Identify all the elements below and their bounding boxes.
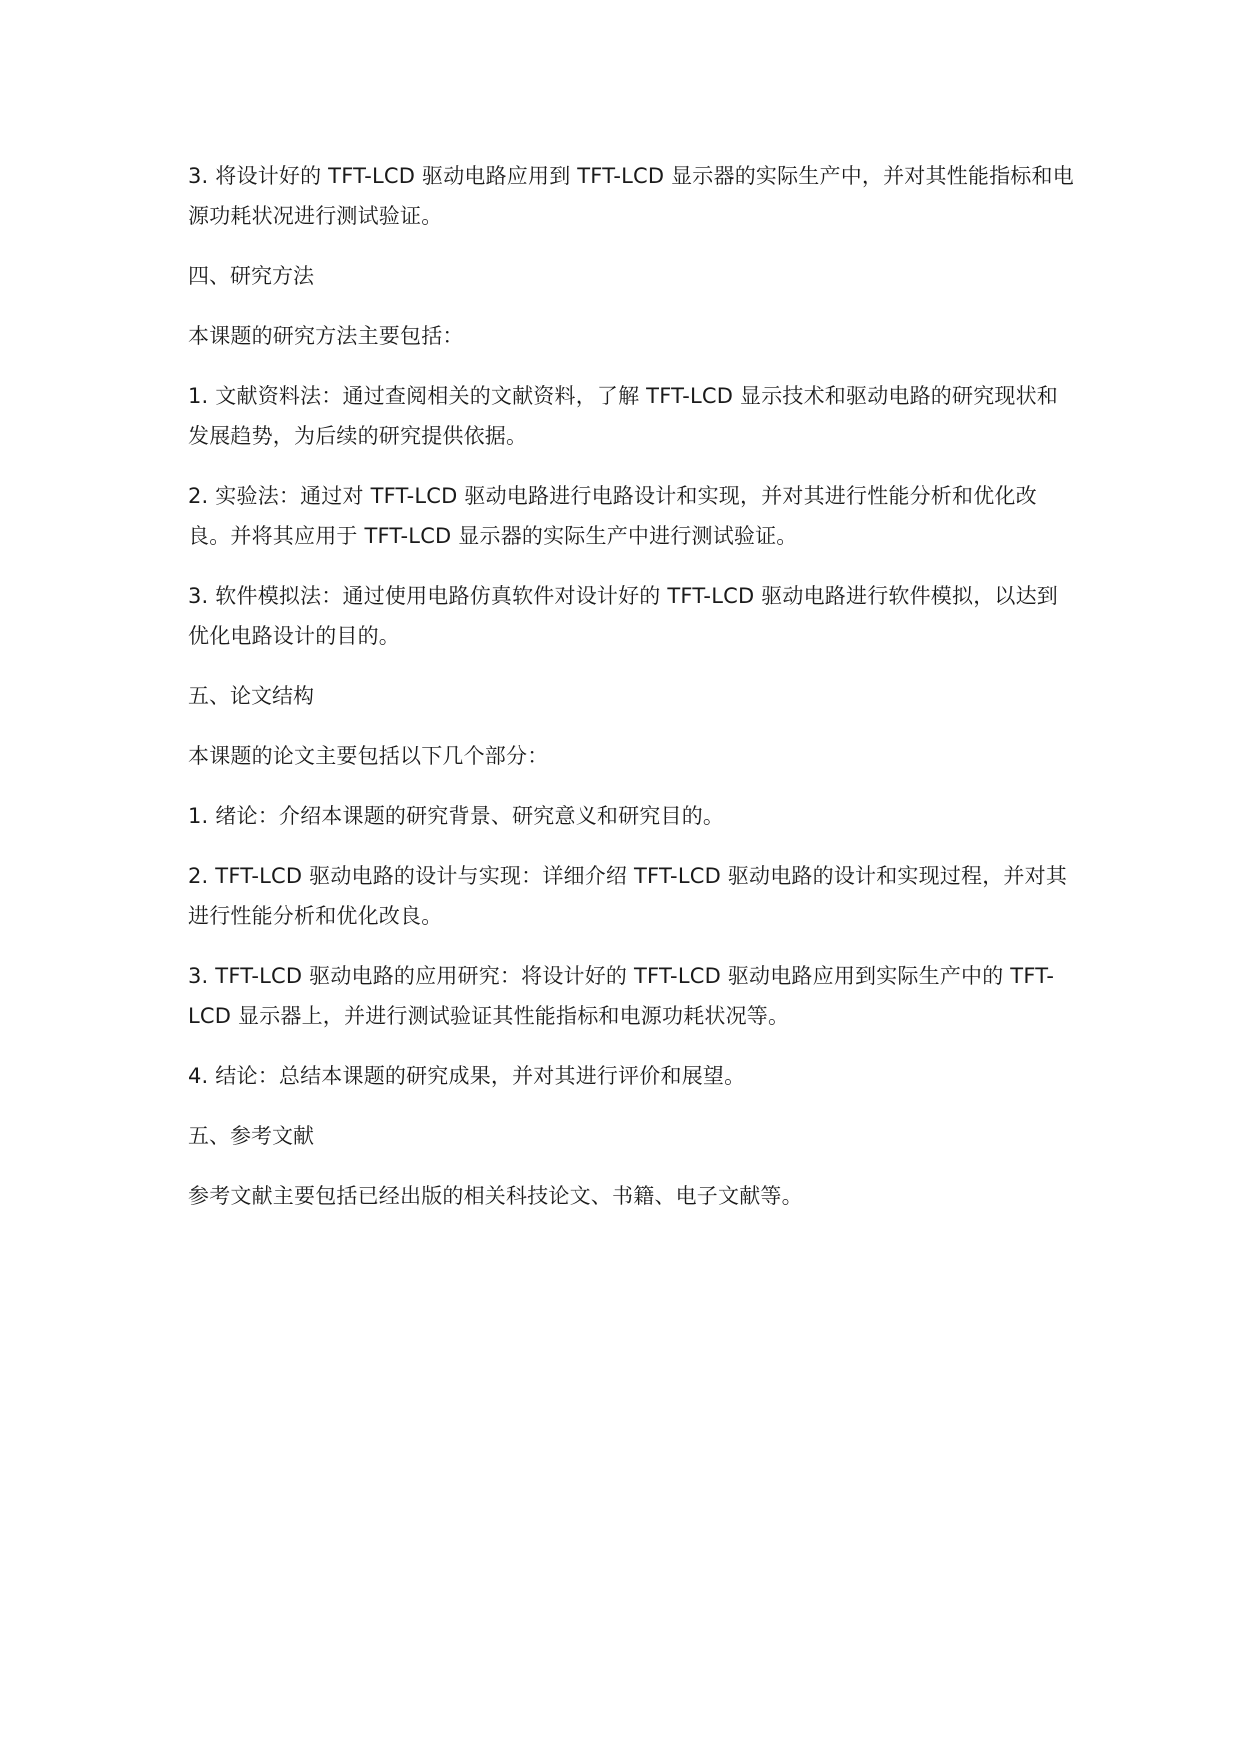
section-heading-thesis-structure: 五、论文结构	[188, 684, 314, 708]
paragraph-references: 参考文献主要包括已经出版的相关科技论文、书籍、电子文献等。	[188, 1184, 803, 1208]
paragraph-structure-2: 2. TFT-LCD 驱动电路的设计与实现：详细介绍 TFT-LCD 驱动电路的设计和实现过程，并对其进行性能分析和优化改良。	[188, 864, 1068, 928]
paragraph-structure-3: 3. TFT-LCD 驱动电路的应用研究：将设计好的 TFT-LCD 驱动电路应用到实际生产中的 TFT-LCD 显示器上，并进行测试验证其性能指标和电源功耗状况等。	[188, 964, 1055, 1028]
paragraph-structure-1: 1. 绪论：介绍本课题的研究背景、研究意义和研究目的。	[188, 804, 725, 828]
document-page	[188, 156, 1078, 1236]
paragraph-structure-intro: 本课题的论文主要包括以下几个部分：	[188, 744, 549, 768]
section-heading-references: 五、参考文献	[188, 1124, 314, 1148]
paragraph-method-1: 1. 文献资料法：通过查阅相关的文献资料，了解 TFT-LCD 显示技术和驱动电路的研究现状和发展趋势，为后续的研究提供依据。	[188, 384, 1059, 448]
paragraph-methods-intro: 本课题的研究方法主要包括：	[188, 324, 464, 348]
section-heading-research-methods: 四、研究方法	[188, 264, 314, 288]
paragraph-method-3: 3. 软件模拟法：通过使用电路仿真软件对设计好的 TFT-LCD 驱动电路进行软件模拟，以达到优化电路设计的目的。	[188, 584, 1059, 648]
paragraph-objective-3: 3. 将设计好的 TFT-LCD 驱动电路应用到 TFT-LCD 显示器的实际生产中，并对其性能指标和电源功耗状况进行测试验证。	[188, 164, 1074, 228]
paragraph-method-2: 2. 实验法：通过对 TFT-LCD 驱动电路进行电路设计和实现，并对其进行性能分析和优化改良。并将其应用于 TFT-LCD 显示器的实际生产中进行测试验证。	[188, 484, 1037, 548]
paragraph-structure-4: 4. 结论：总结本课题的研究成果，并对其进行评价和展望。	[188, 1064, 746, 1088]
